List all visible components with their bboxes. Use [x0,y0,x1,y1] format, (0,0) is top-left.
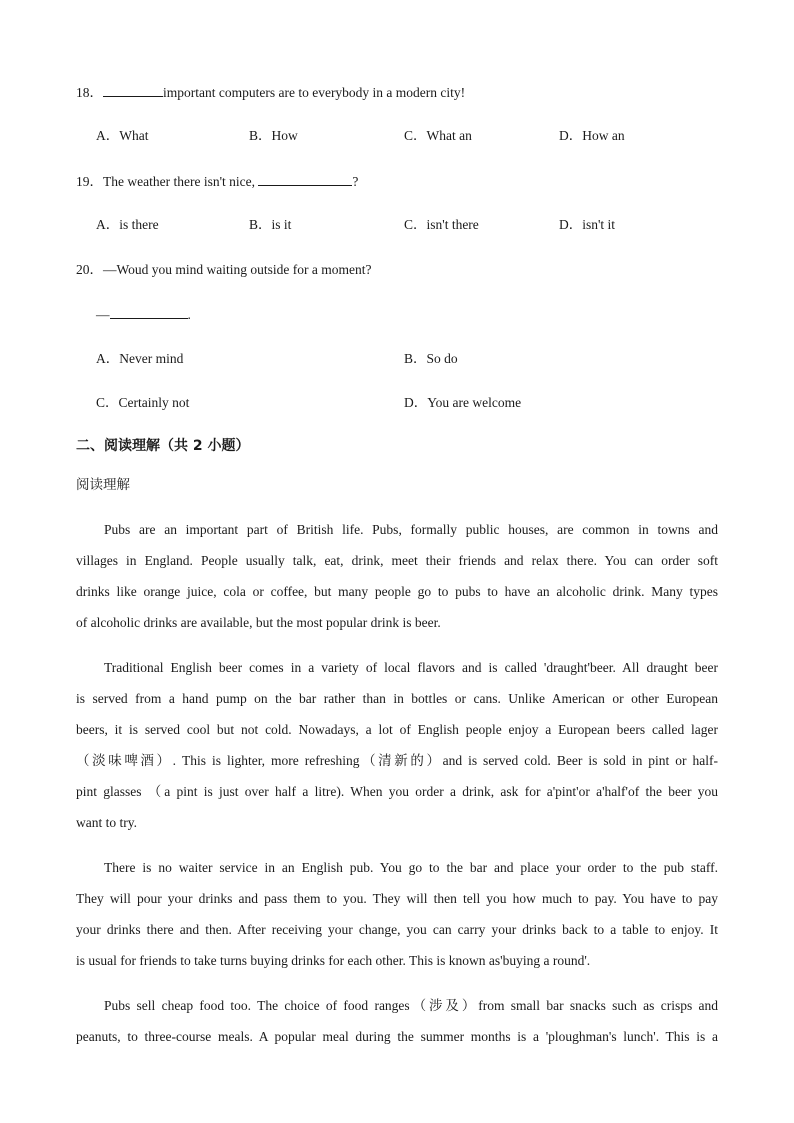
passage-line: There is no waiter service in an English pub. You go to the bar and place your order to the pub staff. [104,860,718,875]
question-text: important computers are to everybody in a modern city! [163,85,466,100]
passage-line: beers, it is served cool but not cold. Nowadays, a lot of English people enjoy a European beers called lager [76,722,718,737]
passage-paragraph-2 [76,652,718,838]
passage-line: Pubs are an important part of British life. Pubs, formally public houses, are common in towns and [104,522,718,537]
question-19-option-c[interactable]: C．isn't there [404,217,479,232]
question-18-option-a[interactable]: A．What [96,128,149,143]
question-text-end: ? [352,174,359,189]
question-number: 20． [76,262,103,277]
question-18-option-c[interactable]: C．What an [404,128,472,143]
question-number: 18． [76,85,103,100]
question-text: —Woud you mind waiting outside for a moment? [103,262,372,277]
passage-line: of alcoholic drinks are available, but the most popular drink is beer. [76,615,441,630]
question-20-stem [76,262,372,278]
passage-paragraph-4 [76,990,718,1052]
passage-paragraph-1 [76,514,718,638]
passage-line: your drinks there and then. After receiving your change, you can carry your drinks back to a table to enjoy. It [76,922,718,937]
question-text: The weather there isn't nice, [103,174,259,189]
question-20-reply [96,306,191,323]
question-20-option-a[interactable]: A．Never mind [96,351,184,366]
passage-line: Traditional English beer comes in a variety of local flavors and is called 'draught'beer. All draught beer [104,660,718,675]
passage-line: want to try. [76,815,137,830]
passage-line: Pubs sell cheap food too. The choice of food ranges（涉及）from small bar snacks such as crisps and [104,998,718,1013]
answer-blank [110,306,188,319]
question-18-option-b[interactable]: B．How [249,128,298,143]
question-19-option-b[interactable]: B．is it [249,217,292,232]
passage-line: is served from a hand pump on the bar rather than in bottles or cans. Unlike American or other European [76,691,718,706]
question-19-stem [76,173,358,190]
passage-line: villages in England. People usually talk, eat, drink, meet their friends and relax there. You can order soft [76,553,718,568]
answer-blank [258,173,352,186]
reply-dash: — [96,307,110,322]
passage-line: They will pour your drinks and pass them to you. They will then tell you how much to pay. You have to pay [76,891,718,906]
passage-line: pint glasses （a pint is just over half a litre). When you order a drink, ask for a'pint'or a'half'of the beer you [76,784,718,799]
question-18-option-d[interactable]: D．How an [559,128,625,143]
passage-line: （淡味啤酒）. This is lighter, more refreshing（清新的）and is served cold. Beer is sold in pint or half- [76,753,718,768]
passage-paragraph-3 [76,852,718,976]
passage-line: is usual for friends to take turns buying drinks for each other. This is known as'buying a round'. [76,953,591,968]
question-number: 19． [76,174,103,189]
question-20-option-c[interactable]: C．Certainly not [96,395,190,410]
passage-line: drinks like orange juice, cola or coffee, but many people go to pubs to have an alcoholic drink. Many types [76,584,718,599]
section-heading: 二、阅读理解（共 2 小题） [76,438,250,454]
reply-period: . [187,307,191,322]
question-19-option-d[interactable]: D．isn't it [559,217,616,232]
question-19-option-a[interactable]: A．is there [96,217,159,232]
passage-line: peanuts, to three-course meals. A popular meal during the summer months is a 'ploughman's lunch'. This is a [76,1029,718,1044]
answer-blank [103,84,163,97]
section-subheading: 阅读理解 [76,477,130,493]
question-20-option-b[interactable]: B．So do [404,351,458,366]
question-20-option-d[interactable]: D．You are welcome [404,395,522,410]
question-18-stem [76,84,465,101]
